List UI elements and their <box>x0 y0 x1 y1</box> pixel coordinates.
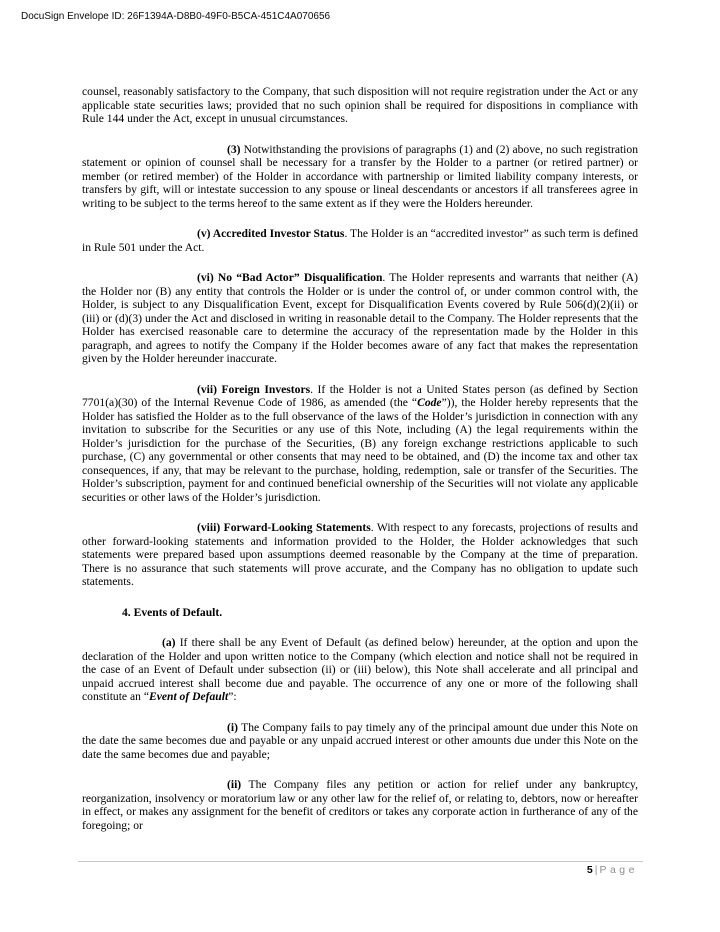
page-number: 5 <box>586 864 593 876</box>
text-segment: (i) <box>227 720 242 734</box>
document-body <box>82 85 638 832</box>
paragraph-i-failure-to-pay <box>82 721 638 762</box>
page-footer <box>587 864 638 876</box>
footer-page-word: Page <box>599 864 638 876</box>
text-segment: (vii) Foreign Investors <box>197 382 311 396</box>
text-segment: (viii) Forward-Looking Statements <box>197 521 371 534</box>
text-segment: 4. Events of Default. <box>122 605 223 619</box>
text-segment: . If the Holder is not a United States person (as defined by Section 7701(a)(30) of the Internal Revenue Code of 1986, as amended (the “ <box>82 382 638 409</box>
footer-separator: | <box>594 864 598 876</box>
text-segment: . With respect to any forecasts, projections of results and other forward-looking statements and information provided to the Holder, the Holder acknowledges that such statements were prepared based upon assumptions deemed reasonable by the Company at the time of preparation. There is no assurance that such statements will prove accurate, and the Company has no obligation to update such statements. <box>82 521 638 588</box>
text-segment: (v) Accredited Investor Status <box>197 227 345 240</box>
text-segment: (3) <box>227 142 244 156</box>
heading-4-events-of-default <box>82 606 638 620</box>
docusign-envelope-id: DocuSign Envelope ID: 26F1394A-D8B0-49F0-B5CA-451C4A070656 <box>21 11 331 22</box>
footer-divider <box>78 861 643 862</box>
text-segment: The Company fails to pay timely any of the principal amount due under this Note on the date the same becomes due and payable or any unpaid accrued interest or other amounts due under this Note on the date the same becomes due and payable; <box>82 720 638 761</box>
text-segment: (a) <box>162 636 180 649</box>
text-segment: . The Holder is an “accredited investor” as such term is defined in Rule 501 under the Act. <box>82 227 638 254</box>
paragraph-viii-forward-looking-statements <box>82 521 638 589</box>
text-segment: The Company files any petition or action for relief under any bankruptcy, reorganization, insolvency or moratorium law or any other law for the relief of, or relating to, debtors, now or hereafter in effect, or makes any assignment for the benefit of creditors or takes any corporate action in furtherance of any of the foregoing; or <box>82 778 638 832</box>
text-segment: ”: <box>228 690 237 703</box>
text-segment: (vi) No “Bad Actor” Disqualification <box>197 271 383 284</box>
text-segment: Event of Default <box>148 690 229 703</box>
paragraph-v-accredited-investor-status <box>82 227 638 254</box>
paragraph-3-transfer-exceptions <box>82 143 638 211</box>
text-segment: If there shall be any Event of Default (as defined below) hereunder, at the option and upon the declaration of the Holder and upon written notice to the Company (which election and notice shall not be required in the case of an Event of Default under subsection (ii) or (iii) below), this Note shall accelerate and all principal and unpaid accrued interest shall become due and payable. The occurrence of any one or more of the following shall constitute an “ <box>82 636 638 703</box>
paragraph-vi-no-bad-actor-disqualification <box>82 271 638 366</box>
text-segment: Notwithstanding the provisions of paragraphs (1) and (2) above, no such registration statement or opinion of counsel shall be necessary for a transfer by the Holder to a partner (or retired partner) or member (or retired member) of the Holder in accordance with partnership or limited liability company interests, or transfers by gift, will or intestate succession to any spouse or lineal descendants or ancestors if all transferees agree in writing to be subject to the terms hereof to the same extent as if they were the Holders hereunder. <box>82 142 638 210</box>
paragraph-ii-bankruptcy <box>82 778 638 832</box>
opening-continuation-paragraph <box>82 85 638 126</box>
text-segment: counsel, reasonably satisfactory to the Company, that such disposition will not require registration under the Act or any applicable state securities laws; provided that no such opinion shall be required for dispositions in compliance with Rule 144 under the Act, except in unusual circumstances. <box>82 85 638 125</box>
text-segment: Code <box>417 396 442 409</box>
paragraph-a-acceleration <box>82 636 638 704</box>
paragraph-vii-foreign-investors <box>82 383 638 505</box>
text-segment: (ii) <box>227 778 249 791</box>
text-segment: ”)), the Holder hereby represents that the Holder has satisfied the Holder as to the full observance of the laws of the Holder’s jurisdiction in connection with any invitation to subscribe for the Securities or any use of this Note, including (A) the legal requirements within the Holder’s jurisdiction for the purchase of the Securities, (B) any foreign exchange restrictions applicable to such purchase, (C) any governmental or other consents that may need to be obtained, and (D) the income tax and other tax consequences, if any, that may be relevant to the purchase, holding, redemption, sale or transfer of the Securities. The Holder’s subscription, payment for and continued beneficial ownership of the Securities will not violate any applicable securities or other laws of the Holder’s jurisdiction. <box>82 396 639 504</box>
text-segment: . The Holder represents and warrants that neither (A) the Holder nor (B) any entity that controls the Holder or is under the control of, or under common control with, the Holder, is subject to any Disqualification Event, except for Disqualification Events covered by Rule 506(d)(2)(ii) or (iii) or (d)(3) under the Act and disclosed in writing in reasonable detail to the Company. The Holder represents that the Holder has exercised reasonable care to determine the accuracy of the representation made by the Holder in this paragraph, and agrees to notify the Company if the Holder becomes aware of any fact that makes the representation given by the Holder hereunder inaccurate. <box>82 271 638 365</box>
